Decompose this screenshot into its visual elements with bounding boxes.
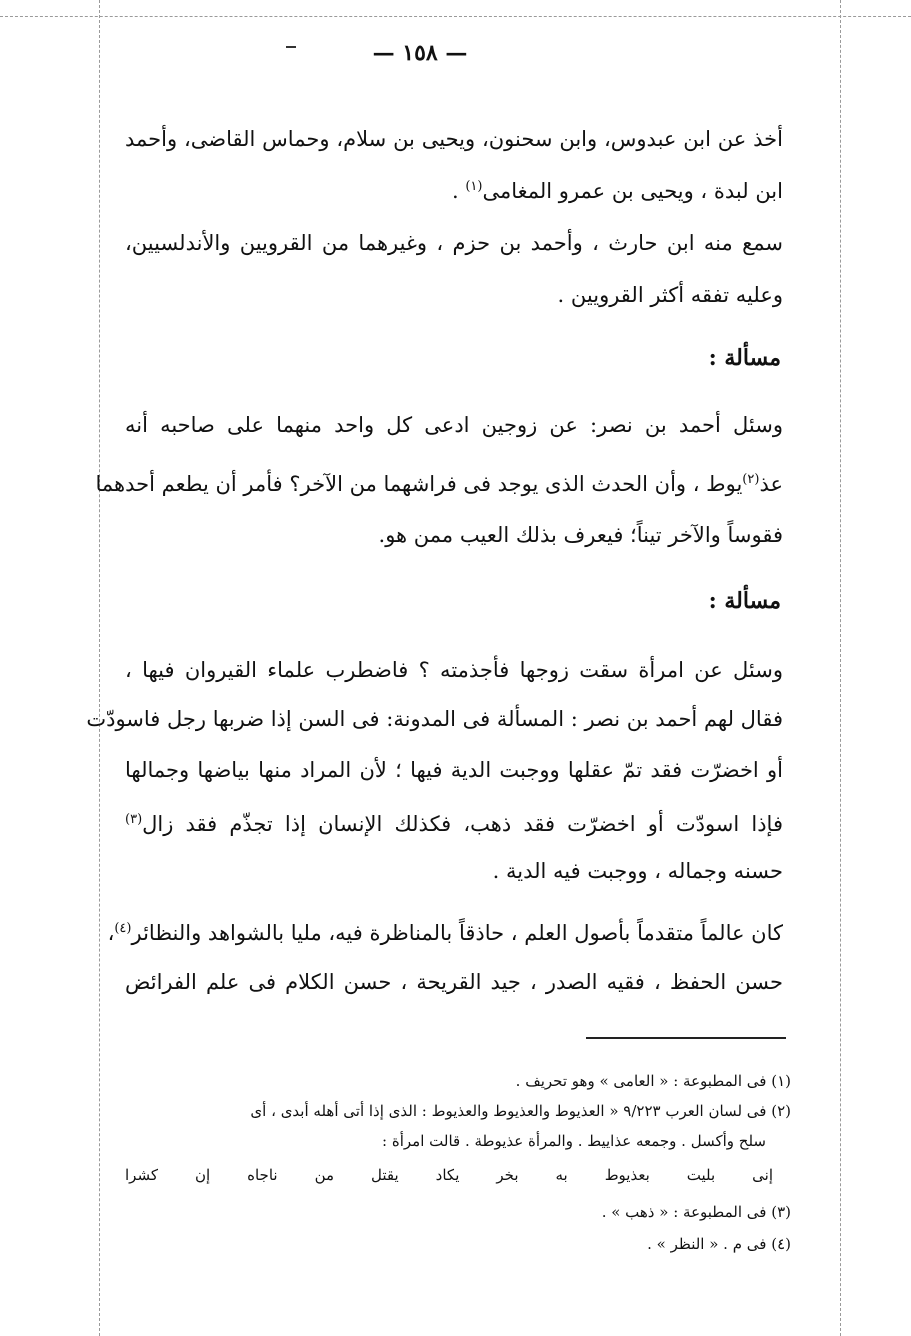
body-line: حسن الحفظ ، فقيه الصدر ، جيد القريحة ، حسن الكلام فى علم الفرائض <box>125 970 783 994</box>
body-line: حسنه وجماله ، ووجبت فيه الدية . <box>492 859 783 883</box>
section-heading: مسألة : <box>708 345 781 371</box>
body-line <box>125 805 783 839</box>
scan-guide-line <box>99 0 100 1336</box>
footnote: (١) فى المطبوعة : « العامى » وهو تحريف . <box>515 1072 791 1090</box>
body-line: سمع منه ابن حارث ، وأحمد بن حزم ، وغيرهما من القرويين والأندلسيين، <box>125 231 783 255</box>
footnote-verse: إنى بليت بعذيوط به بخر يكاد يقتل من ناجاه إن كشرا <box>125 1166 773 1184</box>
body-line <box>107 914 783 948</box>
scan-guide-line <box>840 0 841 1336</box>
footnote-ref: (١) <box>465 179 483 194</box>
footnote-ref: (٤) <box>114 921 132 936</box>
body-line: فقال لهم أحمد بن نصر : المسألة فى المدونة: فى السن إذا ضربها رجل فاسودّت <box>86 707 783 731</box>
body-line-end: . <box>451 179 466 203</box>
body-line-text: فإذا اسودّت أو اخضرّت فقد ذهب، فكذلك الإنسان إذا تجذّم فقد زال <box>142 812 783 836</box>
body-line: وسئل عن امرأة سقت زوجها فأجذمته ؟ فاضطرب علماء القيروان فيها ، <box>125 658 783 682</box>
page-number: — ١٥٨ — <box>372 40 468 66</box>
scan-guide-line <box>0 16 911 17</box>
footnote: سلح وأكسل . وجمعه عذاييط . والمرأة عذيوطة . قالت امرأة : <box>382 1132 766 1150</box>
body-line-text: ابن لبدة ، ويحيى بن عمرو المغامى <box>482 179 783 203</box>
footnote: (٢) فى لسان العرب ٩/٢٢٣ « العذيوط والعذيوط والعذيوط : الذى إذا أتى أهله أبدى ، أى <box>250 1102 791 1120</box>
body-line: أو اخضرّت فقد تمّ عقلها ووجبت الدية فيها ؛ لأن المراد منها بياضها وجمالها <box>125 758 783 782</box>
section-heading: مسألة : <box>708 588 781 614</box>
body-line: فقوساً والآخر تيناً؛ فيعرف بذلك العيب ممن هو. <box>378 523 783 547</box>
body-line <box>95 465 783 499</box>
body-line: أخذ عن ابن عبدوس، وابن سحنون، ويحيى بن سلام، وحماس القاضى، وأحمد <box>125 127 783 151</box>
footnote: (٣) فى المطبوعة : « ذهب » . <box>601 1203 791 1221</box>
body-line: وسئل أحمد بن نصر: عن زوجين ادعى كل واحد منهما على صاحبه أنه <box>125 413 783 437</box>
body-line-text: كان عالماً متقدماً بأصول العلم ، حاذقاً بالمناظرة فيه، مليا بالشواهد والنظائر <box>131 921 783 945</box>
body-line-start: عذ <box>759 472 783 496</box>
body-line-text: يوط ، وأن الحدث الذى يوجد فى فراشهما من الآخر؟ فأمر أن يطعم أحدهما <box>95 472 743 496</box>
body-line-end: ، <box>107 921 115 945</box>
footnote-ref: (٣) <box>125 812 143 827</box>
body-line: وعليه تفقه أكثر القرويين . <box>557 283 783 307</box>
footnote-separator <box>586 1037 786 1039</box>
body-line <box>125 172 783 206</box>
footnote: (٤) فى م . « النظر » . <box>647 1235 791 1253</box>
footnote-ref: (٢) <box>742 472 760 487</box>
